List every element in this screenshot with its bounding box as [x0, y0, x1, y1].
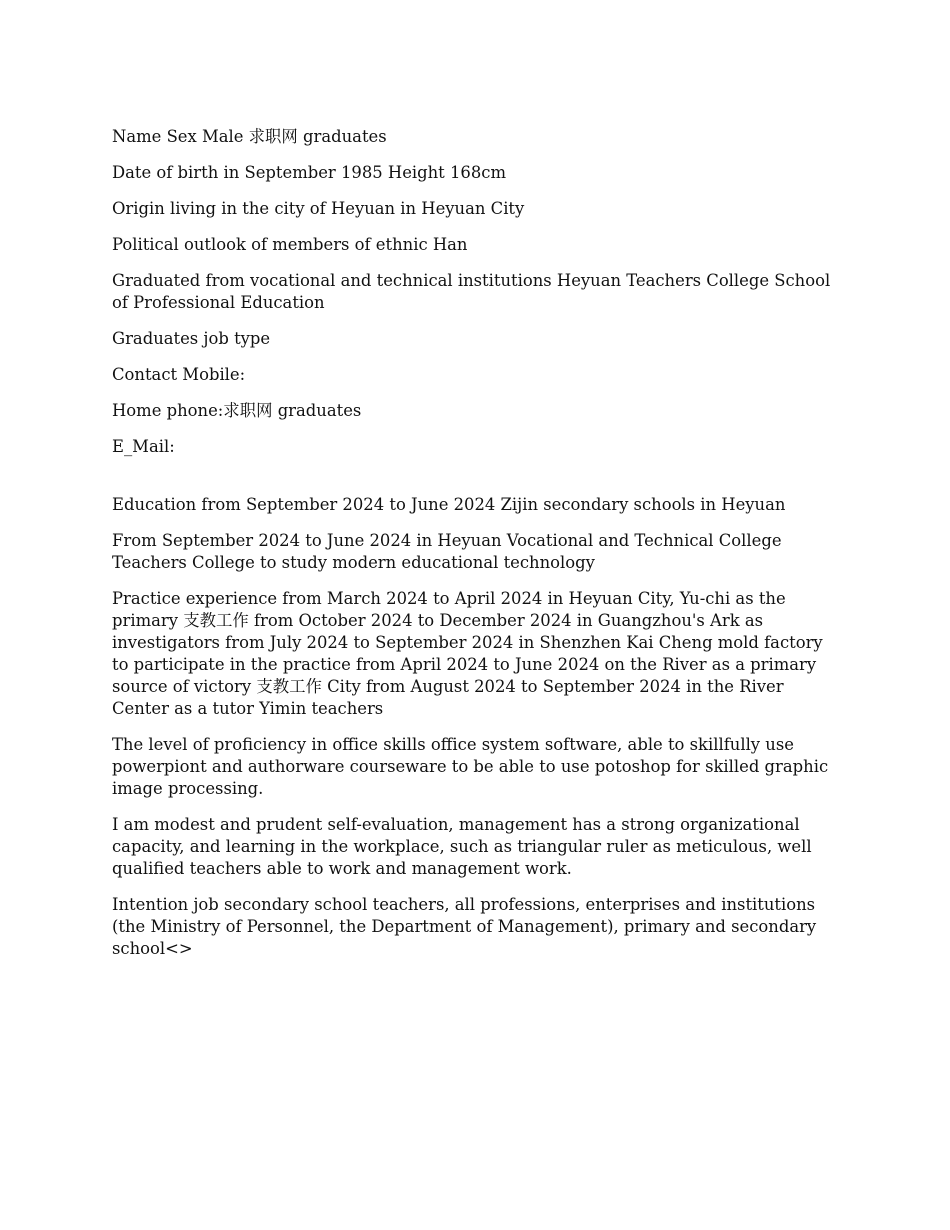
skills-paragraph: The level of proficiency in office skills office system software, able to skillfully use powerpiont and authorware courseware to be able to use potoshop for skilled graphic image processing. [112, 735, 829, 798]
document-body [112, 126, 836, 974]
origin-line: Origin living in the city of Heyuan in Heyuan City [112, 199, 525, 218]
email-line: E_Mail: [112, 437, 175, 456]
practice-experience-paragraph: Practice experience from March 2024 to April 2024 in Heyuan City, Yu-chi as the primary 支教工作 from October 2024 to December 2024 in Guangzhou's Ark as investigators from July 2024 to September 2024 in Shenzhen Kai Cheng mold factory to participate in the practice from April 2024 to June 2024 on the River as a primary source of victory 支教工作 City from August 2024 to September 2024 in the River Center as a tutor Yimin teachers [112, 589, 823, 718]
birth-height-line: Date of birth in September 1985 Height 168cm [112, 163, 506, 182]
name-sex-line: Name Sex Male 求职网 graduates [112, 127, 387, 146]
education-paragraph: Education from September 2024 to June 2024 Zijin secondary schools in Heyuan [112, 495, 786, 514]
graduated-from-line: Graduated from vocational and technical institutions Heyuan Teachers College School of Professional Education [112, 271, 831, 312]
job-type-line: Graduates job type [112, 329, 271, 348]
college-study-paragraph: From September 2024 to June 2024 in Heyuan Vocational and Technical College Teachers College to study modern educational technology [112, 531, 782, 572]
contact-mobile-line: Contact Mobile: [112, 365, 246, 384]
self-evaluation-paragraph: I am modest and prudent self-evaluation, management has a strong organizational capacity, and learning in the workplace, such as triangular ruler as meticulous, well qualified teachers able to work and management work. [112, 815, 812, 878]
job-intention-paragraph: Intention job secondary school teachers, all professions, enterprises and institutions (the Ministry of Personnel, the Department of Management), primary and secondary school<> [112, 895, 817, 958]
political-outlook-line: Political outlook of members of ethnic Han [112, 235, 468, 254]
home-phone-line: Home phone:求职网 graduates [112, 401, 362, 420]
